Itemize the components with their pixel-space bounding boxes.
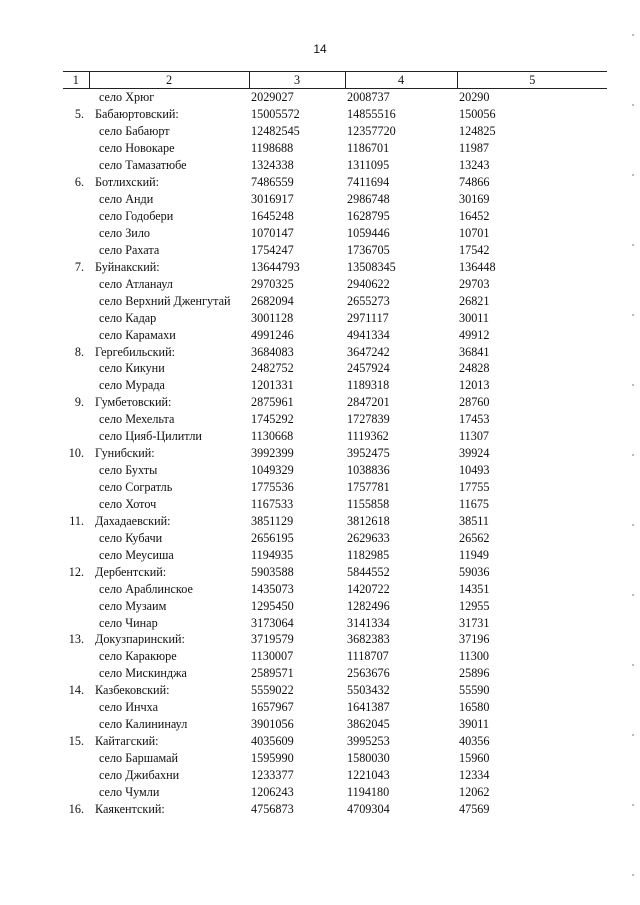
district-row bbox=[63, 174, 607, 191]
district-row bbox=[63, 631, 607, 648]
value-column-4: 2971117 bbox=[347, 310, 389, 325]
row-number bbox=[63, 326, 89, 343]
value-column-3: 1130668 bbox=[251, 429, 294, 444]
value-column-5: 30011 bbox=[459, 310, 490, 325]
territory-name: село Анди bbox=[99, 192, 154, 207]
value-column-4: 4709304 bbox=[347, 801, 390, 816]
territory-name: село Тамазатюбе bbox=[99, 158, 187, 173]
value-column-3: 3901056 bbox=[251, 717, 294, 732]
value-column-3: 2682094 bbox=[251, 293, 294, 308]
district-row bbox=[63, 682, 607, 699]
value-column-3: 3719579 bbox=[251, 632, 294, 647]
value-column-5: 49912 bbox=[459, 327, 490, 342]
territory-name: Дербентский: bbox=[95, 564, 167, 579]
district-row bbox=[63, 445, 607, 462]
territory-name: село Каракюре bbox=[99, 649, 177, 664]
village-row bbox=[63, 140, 607, 157]
village-row bbox=[63, 241, 607, 258]
territory-name: село Музаим bbox=[99, 598, 167, 613]
value-column-4: 1736705 bbox=[347, 242, 390, 257]
value-column-5: 25896 bbox=[459, 666, 490, 681]
territory-name: Каякентский: bbox=[95, 801, 165, 816]
value-column-4: 1727839 bbox=[347, 412, 390, 427]
value-column-4: 1282496 bbox=[347, 598, 390, 613]
value-column-5: 16452 bbox=[459, 209, 490, 224]
value-column-5: 12062 bbox=[459, 784, 490, 799]
territory-name: село Хоточ bbox=[99, 496, 157, 511]
row-number bbox=[63, 309, 89, 326]
value-column-4: 1194180 bbox=[347, 784, 390, 799]
value-column-3: 3684083 bbox=[251, 344, 294, 359]
territory-name: село Согратль bbox=[99, 480, 173, 495]
value-column-5: 55590 bbox=[459, 683, 490, 698]
value-column-3: 1070147 bbox=[251, 225, 294, 240]
territory-name: село Бухты bbox=[99, 463, 158, 478]
territory-name: село Кубачи bbox=[99, 530, 163, 545]
village-row bbox=[63, 275, 607, 292]
territory-name: Гумбетовский: bbox=[95, 395, 172, 410]
village-row bbox=[63, 580, 607, 597]
row-number: 8. bbox=[74, 344, 84, 359]
value-column-5: 12013 bbox=[459, 378, 490, 393]
value-column-4: 1580030 bbox=[347, 751, 390, 766]
page-number: 14 bbox=[313, 42, 327, 56]
territory-name: село Хрюг bbox=[99, 90, 155, 105]
value-column-3: 3992399 bbox=[251, 446, 294, 461]
value-column-4: 1119362 bbox=[347, 429, 389, 444]
value-column-3: 1233377 bbox=[251, 767, 294, 782]
value-column-4: 3995253 bbox=[347, 734, 390, 749]
value-column-3: 1645248 bbox=[251, 209, 294, 224]
value-column-4: 2847201 bbox=[347, 395, 390, 410]
territory-name: село Новокаре bbox=[99, 141, 175, 156]
value-column-5: 37196 bbox=[459, 632, 490, 647]
value-column-3: 4756873 bbox=[251, 801, 294, 816]
value-column-5: 40356 bbox=[459, 734, 490, 749]
column-header-1: 1 bbox=[63, 72, 89, 89]
village-row bbox=[63, 716, 607, 733]
table-header bbox=[63, 72, 607, 89]
village-row bbox=[63, 208, 607, 225]
value-column-4: 1182985 bbox=[347, 547, 390, 562]
row-number: 5. bbox=[74, 107, 84, 122]
value-column-3: 3173064 bbox=[251, 615, 294, 630]
district-row bbox=[63, 733, 607, 750]
village-row bbox=[63, 89, 607, 106]
value-column-4: 1628795 bbox=[347, 209, 390, 224]
value-column-4: 4941334 bbox=[347, 327, 390, 342]
value-column-5: 39011 bbox=[459, 717, 490, 732]
value-column-4: 2629633 bbox=[347, 530, 390, 545]
territory-name: Докузпаринский: bbox=[95, 632, 185, 647]
village-row bbox=[63, 479, 607, 496]
row-number bbox=[63, 140, 89, 157]
row-number bbox=[63, 208, 89, 225]
value-column-3: 1435073 bbox=[251, 581, 294, 596]
value-column-4: 2563676 bbox=[347, 666, 390, 681]
value-column-3: 15005572 bbox=[251, 107, 300, 122]
row-number: 10. bbox=[68, 446, 84, 461]
village-row bbox=[63, 496, 607, 513]
value-column-4: 12357720 bbox=[347, 124, 396, 139]
value-column-4: 1311095 bbox=[347, 158, 390, 173]
territory-name: село Верхний Дженгутай bbox=[99, 293, 231, 308]
value-column-5: 16580 bbox=[459, 700, 490, 715]
value-column-5: 20290 bbox=[459, 90, 490, 105]
village-row bbox=[63, 767, 607, 784]
value-column-5: 11987 bbox=[459, 141, 490, 156]
value-column-5: 10493 bbox=[459, 463, 490, 478]
district-row bbox=[63, 800, 607, 817]
value-column-3: 1198688 bbox=[251, 141, 294, 156]
row-number bbox=[63, 241, 89, 258]
column-header-2: 2 bbox=[89, 72, 249, 89]
territory-name: Гунибский: bbox=[95, 446, 155, 461]
value-column-5: 124825 bbox=[459, 124, 496, 139]
row-number: 6. bbox=[74, 175, 84, 190]
value-column-5: 26562 bbox=[459, 530, 490, 545]
value-column-3: 1657967 bbox=[251, 700, 294, 715]
territory-name: Бабаюртовский: bbox=[95, 107, 179, 122]
row-number: 13. bbox=[68, 632, 84, 647]
value-column-4: 1221043 bbox=[347, 767, 390, 782]
value-column-3: 1745292 bbox=[251, 412, 294, 427]
value-column-3: 1775536 bbox=[251, 480, 294, 495]
territory-name: село Джибахни bbox=[99, 767, 180, 782]
district-row bbox=[63, 343, 607, 360]
village-row bbox=[63, 360, 607, 377]
value-column-4: 5503432 bbox=[347, 683, 390, 698]
row-number bbox=[63, 462, 89, 479]
value-column-3: 1167533 bbox=[251, 496, 294, 511]
row-number bbox=[63, 275, 89, 292]
value-column-5: 17453 bbox=[459, 412, 490, 427]
value-column-4: 1189318 bbox=[347, 378, 390, 393]
row-number bbox=[63, 546, 89, 563]
row-number bbox=[63, 496, 89, 513]
row-number bbox=[63, 292, 89, 309]
value-column-3: 12482545 bbox=[251, 124, 300, 139]
territory-name: село Бабаюрт bbox=[99, 124, 170, 139]
value-column-5: 13243 bbox=[459, 158, 490, 173]
territory-name: село Чинар bbox=[99, 615, 158, 630]
row-number bbox=[63, 580, 89, 597]
district-row bbox=[63, 258, 607, 275]
village-row bbox=[63, 225, 607, 242]
territory-name: село Калининаул bbox=[99, 717, 188, 732]
territory-name: село Баршамай bbox=[99, 751, 179, 766]
value-column-4: 5844552 bbox=[347, 564, 390, 579]
value-column-5: 39924 bbox=[459, 446, 490, 461]
value-column-4: 2457924 bbox=[347, 361, 390, 376]
value-column-4: 3812618 bbox=[347, 513, 390, 528]
row-number bbox=[63, 225, 89, 242]
village-row bbox=[63, 191, 607, 208]
value-column-4: 1420722 bbox=[347, 581, 390, 596]
territory-name: село Цияб-Цилитли bbox=[99, 429, 202, 444]
village-row bbox=[63, 614, 607, 631]
row-number bbox=[63, 89, 89, 106]
value-column-5: 136448 bbox=[459, 259, 496, 274]
territory-name: село Инчха bbox=[99, 700, 158, 715]
value-column-5: 150056 bbox=[459, 107, 496, 122]
row-number bbox=[63, 377, 89, 394]
value-column-3: 1049329 bbox=[251, 463, 294, 478]
value-column-5: 30169 bbox=[459, 192, 490, 207]
village-row bbox=[63, 123, 607, 140]
territory-name: Гергебильский: bbox=[95, 344, 175, 359]
territory-name: село Мискинджа bbox=[99, 666, 187, 681]
value-column-5: 11949 bbox=[459, 547, 490, 562]
territory-name: село Атланаул bbox=[99, 276, 173, 291]
district-row bbox=[63, 394, 607, 411]
value-column-4: 1118707 bbox=[347, 649, 389, 664]
value-column-3: 5559022 bbox=[251, 683, 294, 698]
value-column-5: 36841 bbox=[459, 344, 490, 359]
row-number: 14. bbox=[68, 683, 84, 698]
value-column-3: 13644793 bbox=[251, 259, 300, 274]
scan-edge-artifact bbox=[632, 0, 634, 905]
value-column-5: 38511 bbox=[459, 513, 490, 528]
village-row bbox=[63, 750, 607, 767]
value-column-3: 2482752 bbox=[251, 361, 294, 376]
territory-name: село Карамахи bbox=[99, 327, 176, 342]
value-column-3: 1130007 bbox=[251, 649, 294, 664]
row-number: 9. bbox=[74, 395, 84, 410]
village-row bbox=[63, 783, 607, 800]
row-number bbox=[63, 597, 89, 614]
value-column-3: 4991246 bbox=[251, 327, 294, 342]
territory-name: Кайтагский: bbox=[95, 734, 159, 749]
row-number bbox=[63, 123, 89, 140]
village-row bbox=[63, 648, 607, 665]
value-column-4: 1186701 bbox=[347, 141, 390, 156]
value-column-4: 1038836 bbox=[347, 463, 390, 478]
district-row bbox=[63, 563, 607, 580]
value-column-3: 2970325 bbox=[251, 276, 294, 291]
value-column-4: 1155858 bbox=[347, 496, 390, 511]
value-column-5: 10701 bbox=[459, 225, 490, 240]
value-column-4: 2008737 bbox=[347, 90, 390, 105]
value-column-3: 7486559 bbox=[251, 175, 294, 190]
value-column-3: 2875961 bbox=[251, 395, 294, 410]
territory-name: Дахадаевский: bbox=[95, 513, 171, 528]
value-column-4: 1059446 bbox=[347, 225, 390, 240]
value-column-4: 14855516 bbox=[347, 107, 396, 122]
value-column-4: 1641387 bbox=[347, 700, 390, 715]
value-column-3: 1295450 bbox=[251, 598, 294, 613]
column-header-4: 4 bbox=[345, 72, 457, 89]
value-column-3: 3016917 bbox=[251, 192, 294, 207]
village-row bbox=[63, 377, 607, 394]
value-column-3: 1201331 bbox=[251, 378, 294, 393]
value-column-5: 47569 bbox=[459, 801, 490, 816]
value-column-4: 3647242 bbox=[347, 344, 390, 359]
territory-name: село Кикуни bbox=[99, 361, 165, 376]
value-column-4: 3141334 bbox=[347, 615, 390, 630]
row-number bbox=[63, 648, 89, 665]
value-column-5: 12955 bbox=[459, 598, 490, 613]
value-column-5: 14351 bbox=[459, 581, 490, 596]
district-row bbox=[63, 106, 607, 123]
value-column-4: 3862045 bbox=[347, 717, 390, 732]
territory-name: Казбековский: bbox=[95, 683, 170, 698]
territory-name: село Мехельта bbox=[99, 412, 175, 427]
row-number bbox=[63, 614, 89, 631]
row-number bbox=[63, 360, 89, 377]
value-column-3: 1754247 bbox=[251, 242, 294, 257]
village-row bbox=[63, 292, 607, 309]
value-column-5: 17542 bbox=[459, 242, 490, 257]
row-number: 7. bbox=[74, 259, 84, 274]
value-column-3: 1324338 bbox=[251, 158, 294, 173]
village-row bbox=[63, 597, 607, 614]
row-number bbox=[63, 157, 89, 174]
value-column-4: 2655273 bbox=[347, 293, 390, 308]
column-header-5: 5 bbox=[457, 72, 607, 89]
village-row bbox=[63, 326, 607, 343]
value-column-5: 74866 bbox=[459, 175, 490, 190]
value-column-3: 1206243 bbox=[251, 784, 294, 799]
table-body bbox=[63, 89, 607, 818]
row-number bbox=[63, 767, 89, 784]
territory-name: Ботлихский: bbox=[95, 175, 160, 190]
row-number bbox=[63, 428, 89, 445]
value-column-5: 24828 bbox=[459, 361, 490, 376]
value-column-5: 26821 bbox=[459, 293, 490, 308]
data-table bbox=[63, 71, 607, 817]
value-column-3: 3851129 bbox=[251, 513, 294, 528]
village-row bbox=[63, 699, 607, 716]
value-column-4: 2986748 bbox=[347, 192, 390, 207]
value-column-5: 17755 bbox=[459, 480, 490, 495]
value-column-4: 3682383 bbox=[347, 632, 390, 647]
value-column-3: 4035609 bbox=[251, 734, 294, 749]
row-number bbox=[63, 699, 89, 716]
column-header-3: 3 bbox=[249, 72, 345, 89]
territory-name: село Чумли bbox=[99, 784, 160, 799]
village-row bbox=[63, 529, 607, 546]
value-column-4: 13508345 bbox=[347, 259, 396, 274]
value-column-3: 1595990 bbox=[251, 751, 294, 766]
value-column-4: 3952475 bbox=[347, 446, 390, 461]
value-column-4: 1757781 bbox=[347, 480, 390, 495]
value-column-5: 28760 bbox=[459, 395, 490, 410]
value-column-5: 11300 bbox=[459, 649, 490, 664]
village-row bbox=[63, 546, 607, 563]
territory-name: село Рахата bbox=[99, 242, 160, 257]
territory-name: село Араблинское bbox=[99, 581, 193, 596]
village-row bbox=[63, 665, 607, 682]
row-number bbox=[63, 529, 89, 546]
value-column-4: 2940622 bbox=[347, 276, 390, 291]
value-column-3: 2029027 bbox=[251, 90, 294, 105]
territory-name: село Кадар bbox=[99, 310, 157, 325]
value-column-5: 59036 bbox=[459, 564, 490, 579]
row-number bbox=[63, 750, 89, 767]
row-number: 15. bbox=[68, 734, 84, 749]
village-row bbox=[63, 411, 607, 428]
territory-name: село Меусиша bbox=[99, 547, 174, 562]
village-row bbox=[63, 157, 607, 174]
row-number: 12. bbox=[68, 564, 84, 579]
value-column-3: 1194935 bbox=[251, 547, 294, 562]
value-column-5: 29703 bbox=[459, 276, 490, 291]
row-number bbox=[63, 191, 89, 208]
value-column-3: 2589571 bbox=[251, 666, 294, 681]
value-column-5: 11675 bbox=[459, 496, 490, 511]
row-number bbox=[63, 479, 89, 496]
value-column-4: 7411694 bbox=[347, 175, 390, 190]
territory-name: село Годобери bbox=[99, 209, 174, 224]
territory-name: Буйнакский: bbox=[95, 259, 160, 274]
row-number bbox=[63, 411, 89, 428]
row-number: 16. bbox=[68, 801, 84, 816]
row-number bbox=[63, 665, 89, 682]
value-column-5: 31731 bbox=[459, 615, 490, 630]
value-column-3: 2656195 bbox=[251, 530, 294, 545]
value-column-5: 11307 bbox=[459, 429, 490, 444]
village-row bbox=[63, 462, 607, 479]
value-column-5: 12334 bbox=[459, 767, 490, 782]
village-row bbox=[63, 309, 607, 326]
value-column-5: 15960 bbox=[459, 751, 490, 766]
row-number bbox=[63, 783, 89, 800]
row-number: 11. bbox=[69, 513, 84, 528]
value-column-3: 3001128 bbox=[251, 310, 294, 325]
district-row bbox=[63, 512, 607, 529]
row-number bbox=[63, 716, 89, 733]
territory-name: село Зило bbox=[99, 225, 150, 240]
value-column-3: 5903588 bbox=[251, 564, 294, 579]
territory-name: село Мурада bbox=[99, 378, 165, 393]
village-row bbox=[63, 428, 607, 445]
